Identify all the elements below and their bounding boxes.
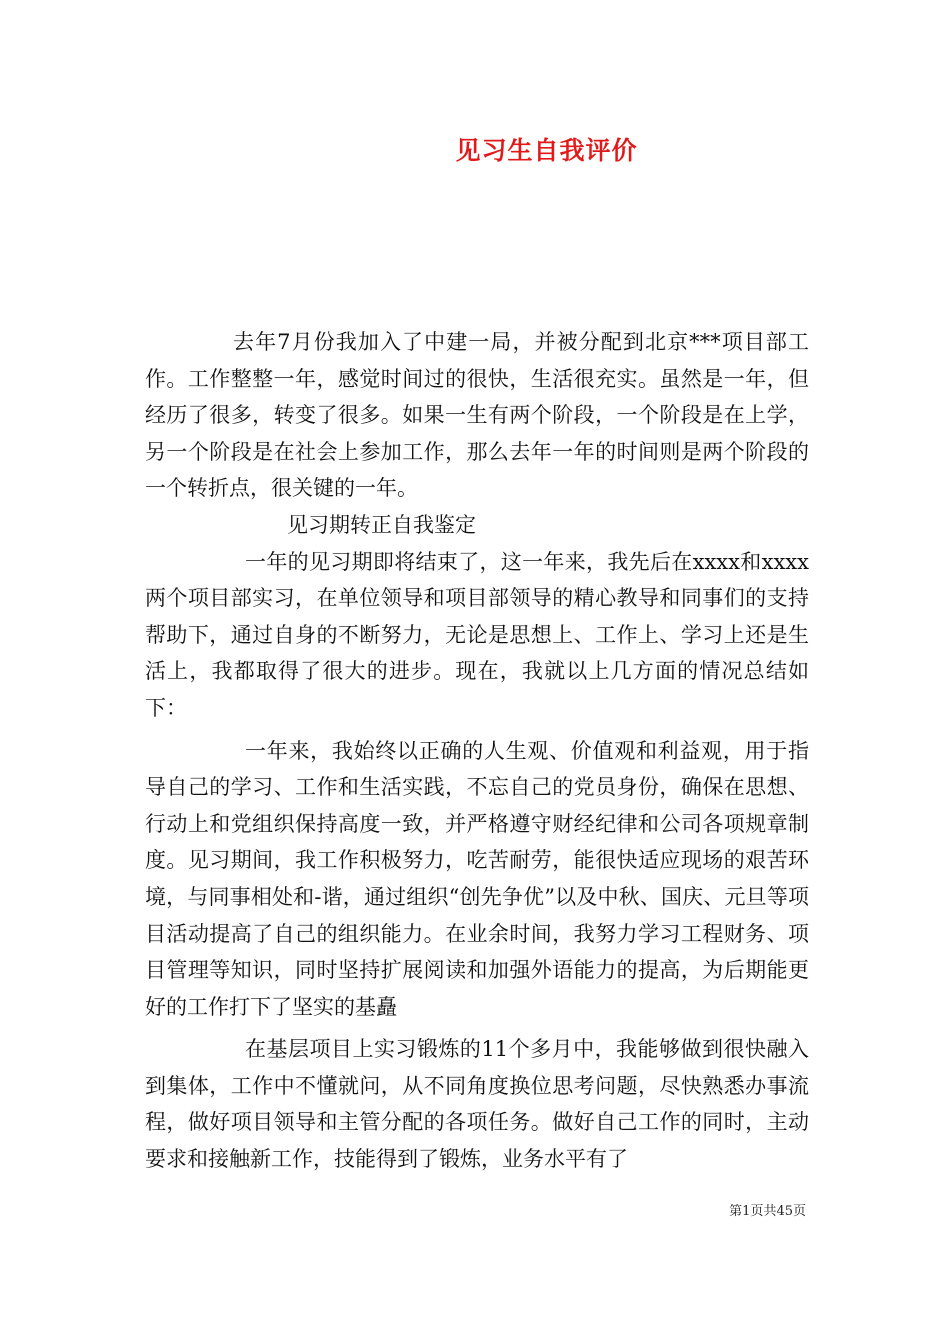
paragraph-ideology: 一年来，我始终以正确的人生观、价值观和利益观，用于指导自己的学习、工作和生活实践，不忘自己的党员身份，确保在思想、行动上和党组织保持高度一致，并严格遵守财经纪律和公司各项规章制度。见习期间，我工作积极努力，吃苦耐劳，能很快适应现场的艰苦环境，与同事相处和-谐，通过组织“创先争优”以及中秋、国庆、元旦等项目活动提高了自己的组织能力。在业余时间，我努力学习工程财务、项目管理等知识，同时坚持扩展阅读和加强外语能力的提高，为后期能更好的工作打下了坚实的基矗 [145, 738, 809, 1019]
document-title: 见习生自我评价 [455, 136, 638, 165]
paragraph-summary: 一年的见习期即将结束了，这一年来，我先后在xxxx和xxxx两个项目部实习，在单位领导和项目部领导的精心教导和同事们的支持帮助下，通过自身的不断努力，无论是思想上、工作上、学习上还是生活上，我都取得了很大的进步。现在，我就以上几方面的情况总结如下： [145, 549, 809, 720]
paragraph-work: 在基层项目上实习锻炼的11个多月中，我能够做到很快融入到集体，工作中不懂就问，从不同角度换位思考问题，尽快熟悉办事流程，做好项目领导和主管分配的各项任务。做好自己工作的同时，主动要求和接触新工作，技能得到了锻炼，业务水平有了 [145, 1037, 809, 1172]
paragraph-intro: 去年7月份我加入了中建一局，并被分配到北京***项目部工作。工作整整一年，感觉时间过的很快，生活很充实。虽然是一年，但经历了很多，转变了很多。如果一生有两个阶段，一个阶段是在上学，另一个阶段是在社会上参加工作，那么去年一年的时间则是两个阶段的一个转折点，很关键的一年。 [145, 330, 809, 501]
section-heading: 见习期转正自我鉴定 [287, 512, 476, 537]
document-body [145, 324, 809, 1178]
page-number: 第1页共45页 [729, 1204, 806, 1219]
